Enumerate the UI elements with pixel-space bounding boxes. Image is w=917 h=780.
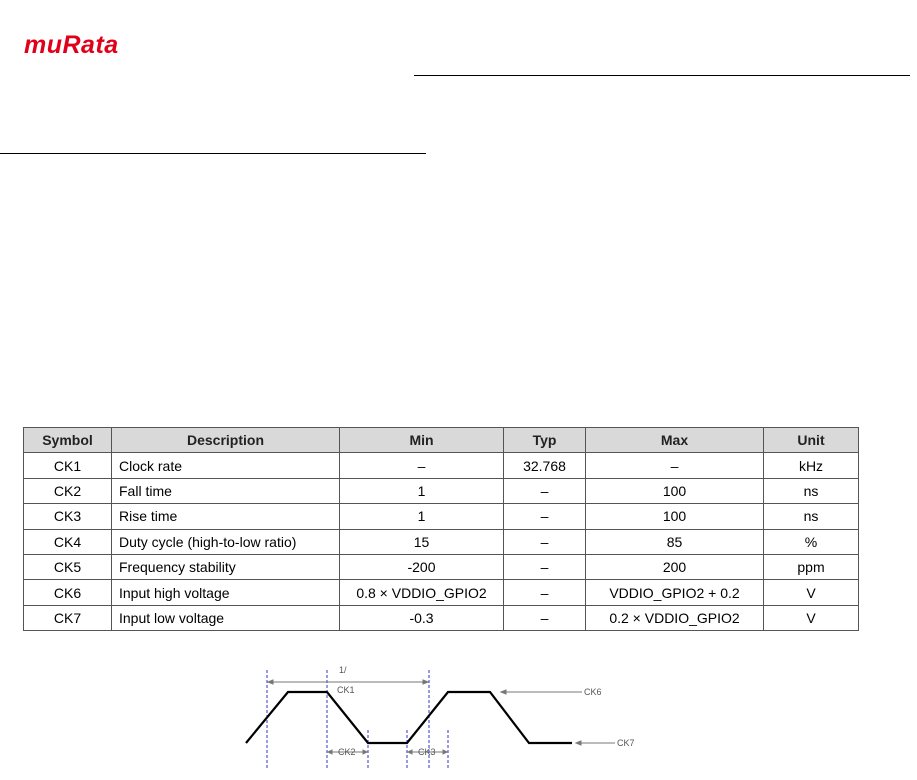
- ck7-arrow: [576, 741, 581, 745]
- cell-description: Clock rate: [112, 453, 340, 478]
- cell-unit: V: [764, 580, 859, 605]
- cell-symbol: CK3: [24, 504, 112, 529]
- cell-symbol: CK2: [24, 478, 112, 503]
- clock-waveform: [246, 692, 572, 743]
- header-rule: [414, 75, 910, 76]
- header-symbol: Symbol: [24, 428, 112, 453]
- ck7-label: CK7: [617, 738, 635, 748]
- header-min: Min: [340, 428, 504, 453]
- cell-typ: –: [504, 478, 586, 503]
- period-arrow-left: [268, 680, 273, 684]
- ck6-label: CK6: [584, 687, 602, 697]
- table-row: [24, 504, 859, 529]
- cell-max: 85: [586, 529, 764, 554]
- cell-unit: ns: [764, 478, 859, 503]
- cell-symbol: CK6: [24, 580, 112, 605]
- murata-logo-mark: [24, 32, 184, 58]
- table-header-row: [24, 428, 859, 453]
- table-row: [24, 605, 859, 630]
- ck2-arrow-right: [363, 750, 367, 754]
- ck3-arrow-left: [408, 750, 412, 754]
- table-row: [24, 580, 859, 605]
- cell-unit: ppm: [764, 554, 859, 579]
- cell-symbol: CK7: [24, 605, 112, 630]
- header-unit: Unit: [764, 428, 859, 453]
- cell-symbol: CK1: [24, 453, 112, 478]
- cell-max: –: [586, 453, 764, 478]
- cell-unit: ns: [764, 504, 859, 529]
- cell-description: Input high voltage: [112, 580, 340, 605]
- ck6-arrow: [501, 690, 506, 694]
- period-arrow-right: [423, 680, 428, 684]
- cell-max: 100: [586, 504, 764, 529]
- ck2-label: CK2: [338, 747, 356, 757]
- cell-min: 1: [340, 504, 504, 529]
- cell-symbol: CK4: [24, 529, 112, 554]
- cell-min: -200: [340, 554, 504, 579]
- cell-description: Fall time: [112, 478, 340, 503]
- cell-symbol: CK5: [24, 554, 112, 579]
- cell-min: 1: [340, 478, 504, 503]
- cell-unit: %: [764, 529, 859, 554]
- cell-typ: –: [504, 529, 586, 554]
- table-row: [24, 478, 859, 503]
- header-typ: Typ: [504, 428, 586, 453]
- section-rule: [0, 153, 426, 154]
- cell-unit: V: [764, 605, 859, 630]
- cell-max: 100: [586, 478, 764, 503]
- table-row: [24, 554, 859, 579]
- timing-diagram-svg: [240, 660, 660, 772]
- table-row: [24, 453, 859, 478]
- cell-typ: –: [504, 504, 586, 529]
- cell-max: 200: [586, 554, 764, 579]
- cell-min: 15: [340, 529, 504, 554]
- cell-typ: –: [504, 580, 586, 605]
- ck3-label: CK3: [418, 747, 436, 757]
- period-label-top: 1/: [339, 665, 347, 675]
- cell-max: VDDIO_GPIO2 + 0.2: [586, 580, 764, 605]
- header-max: Max: [586, 428, 764, 453]
- cell-typ: –: [504, 605, 586, 630]
- table-row: [24, 529, 859, 554]
- ck2-arrow-left: [328, 750, 332, 754]
- cell-typ: –: [504, 554, 586, 579]
- murata-logo: [24, 32, 184, 63]
- cell-min: 0.8 × VDDIO_GPIO2: [340, 580, 504, 605]
- clock-timing-diagram: [240, 660, 660, 777]
- period-label-bottom: CK1: [337, 685, 355, 695]
- cell-typ: 32.768: [504, 453, 586, 478]
- cell-description: Frequency stability: [112, 554, 340, 579]
- cell-description: Rise time: [112, 504, 340, 529]
- header-description: Description: [112, 428, 340, 453]
- svg-text:muRata: muRata: [24, 32, 119, 58]
- cell-unit: kHz: [764, 453, 859, 478]
- cell-description: Input low voltage: [112, 605, 340, 630]
- cell-min: -0.3: [340, 605, 504, 630]
- ck3-arrow-right: [443, 750, 447, 754]
- clock-spec-table: [23, 427, 859, 631]
- cell-max: 0.2 × VDDIO_GPIO2: [586, 605, 764, 630]
- cell-description: Duty cycle (high-to-low ratio): [112, 529, 340, 554]
- cell-min: –: [340, 453, 504, 478]
